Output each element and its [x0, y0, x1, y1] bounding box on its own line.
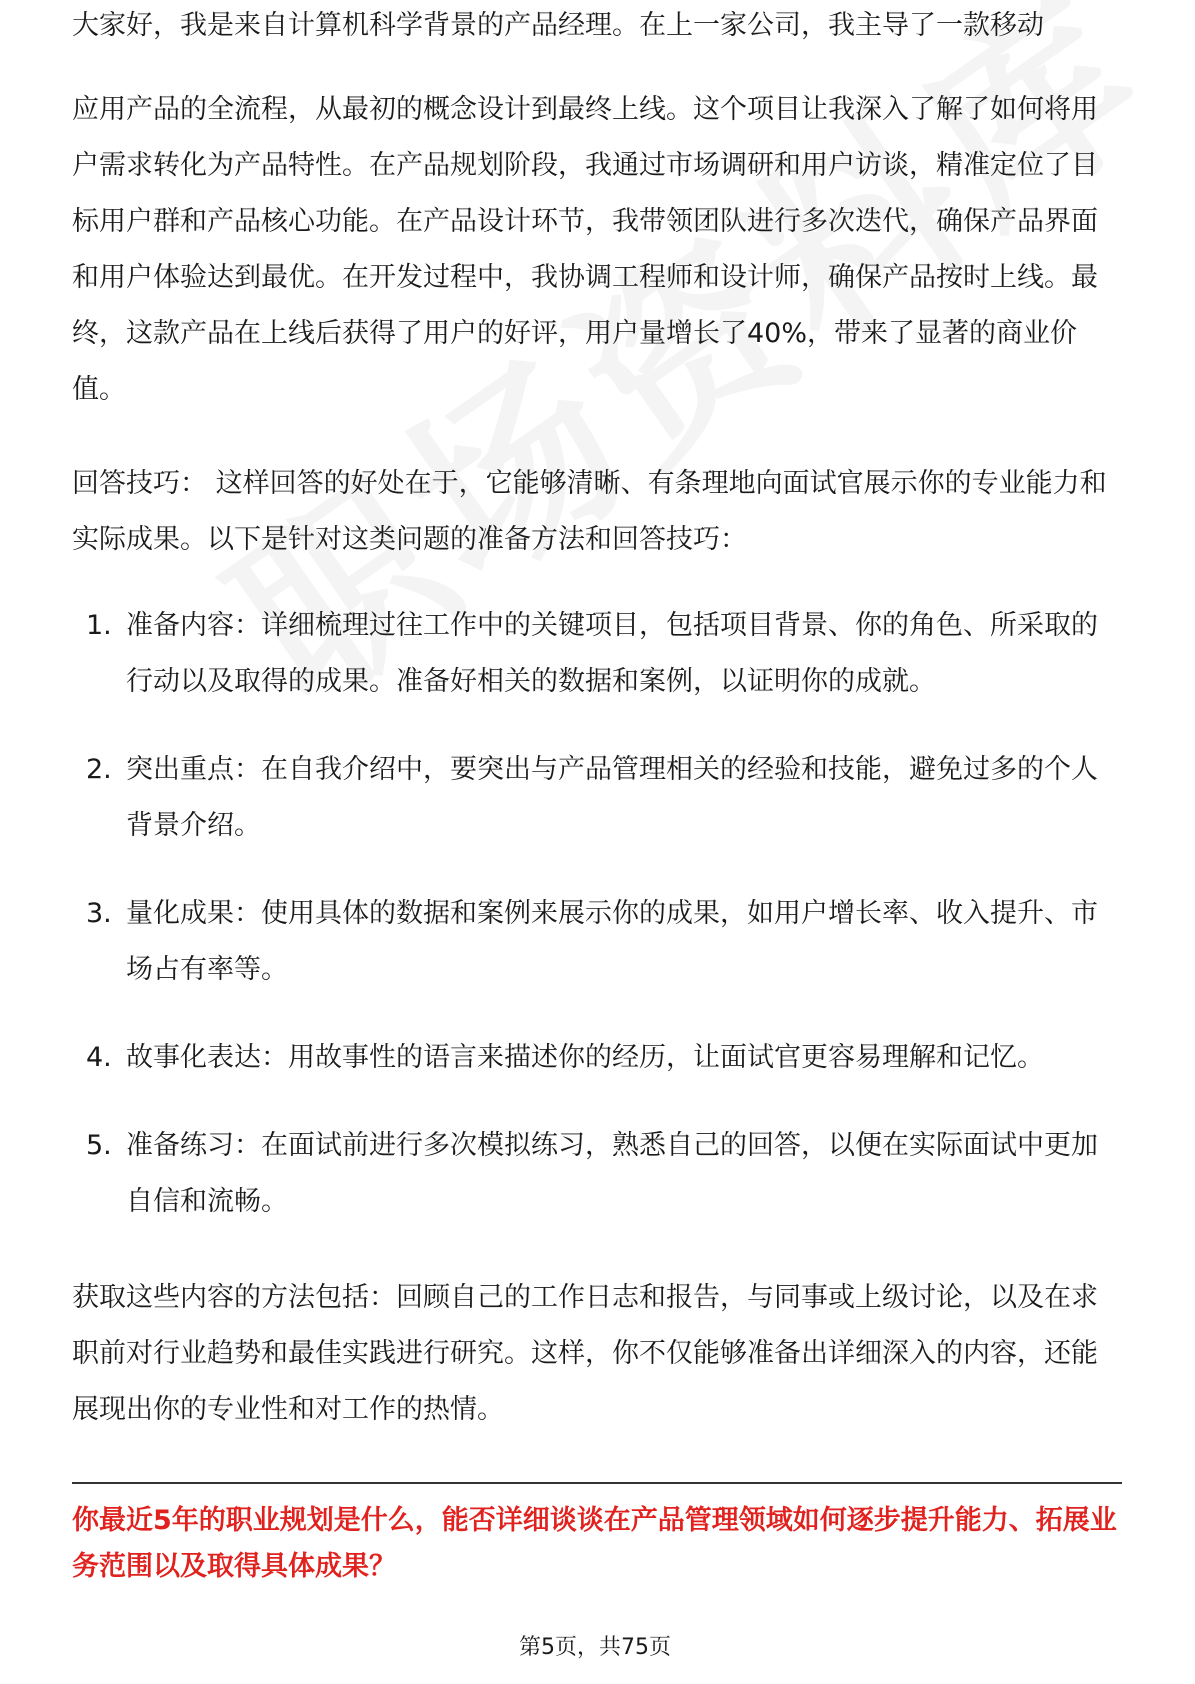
- list-item-number: 4.: [86, 1042, 112, 1073]
- list-item-number: 3.: [86, 898, 112, 929]
- list-item-number: 2.: [86, 754, 112, 785]
- list-item-text: 量化成果：使用具体的数据和案例来展示你的成果，如用户增长率、收入提升、市场占有率等。: [126, 898, 1098, 985]
- list-item: [72, 1030, 1122, 1086]
- list-item: [72, 886, 1122, 998]
- list-item-text: 准备练习：在面试前进行多次模拟练习，熟悉自己的回答，以便在实际面试中更加自信和流畅。: [126, 1130, 1098, 1217]
- tips-paragraph: 回答技巧： 这样回答的好处在于，它能够清晰、有条理地向面试官展示你的专业能力和实际成果。以下是针对这类问题的准备方法和回答技巧：: [72, 468, 1107, 555]
- list-item-text: 准备内容：详细梳理过往工作中的关键项目，包括项目背景、你的角色、所采取的行动以及取得的成果。准备好相关的数据和案例，以证明你的成就。: [126, 610, 1098, 697]
- page-footer: 第5页，共75页: [519, 1635, 671, 1660]
- list-item: [72, 1118, 1122, 1230]
- list-item: [72, 598, 1122, 710]
- next-question-heading: 你最近5年的职业规划是什么，能否详细谈谈在产品管理领域如何逐步提升能力、拓展业务范围以及取得具体成果？: [72, 1505, 1117, 1582]
- list-item-text: 故事化表达：用故事性的语言来描述你的经历，让面试官更容易理解和记忆。: [126, 1042, 1044, 1073]
- answer-paragraph: 应用产品的全流程，从最初的概念设计到最终上线。这个项目让我深入了解了如何将用户需求转化为产品特性。在产品规划阶段，我通过市场调研和用户访谈，精准定位了目标用户群和产品核心功能。在产品设计环节，我带领团队进行多次迭代，确保产品界面和用户体验达到最优。在开发过程中，我协调工程师和设计师，确保产品按时上线。最终，这款产品在上线后获得了用户的好评，用户量增长了40%，带来了显著的商业价值。: [72, 94, 1098, 405]
- cut-off-top-line: [72, 10, 1122, 54]
- methods-paragraph: 获取这些内容的方法包括：回顾自己的工作日志和报告，与同事或上级讨论，以及在求职前对行业趋势和最佳实践进行研究。这样，你不仅能够准备出详细深入的内容，还能展现出你的专业性和对工作的热情。: [72, 1282, 1098, 1425]
- list-item: [72, 742, 1122, 854]
- cut-off-top-line-text: 大家好，我是来自计算机科学背景的产品经理。在上一家公司，我主导了一款移动: [72, 10, 1044, 41]
- list-item-text: 突出重点：在自我介绍中，要突出与产品管理相关的经验和技能，避免过多的个人背景介绍。: [126, 754, 1098, 841]
- list-item-number: 1.: [86, 610, 112, 641]
- section-divider: [72, 1482, 1122, 1484]
- list-item-number: 5.: [86, 1130, 112, 1161]
- tips-list: [72, 598, 1122, 1262]
